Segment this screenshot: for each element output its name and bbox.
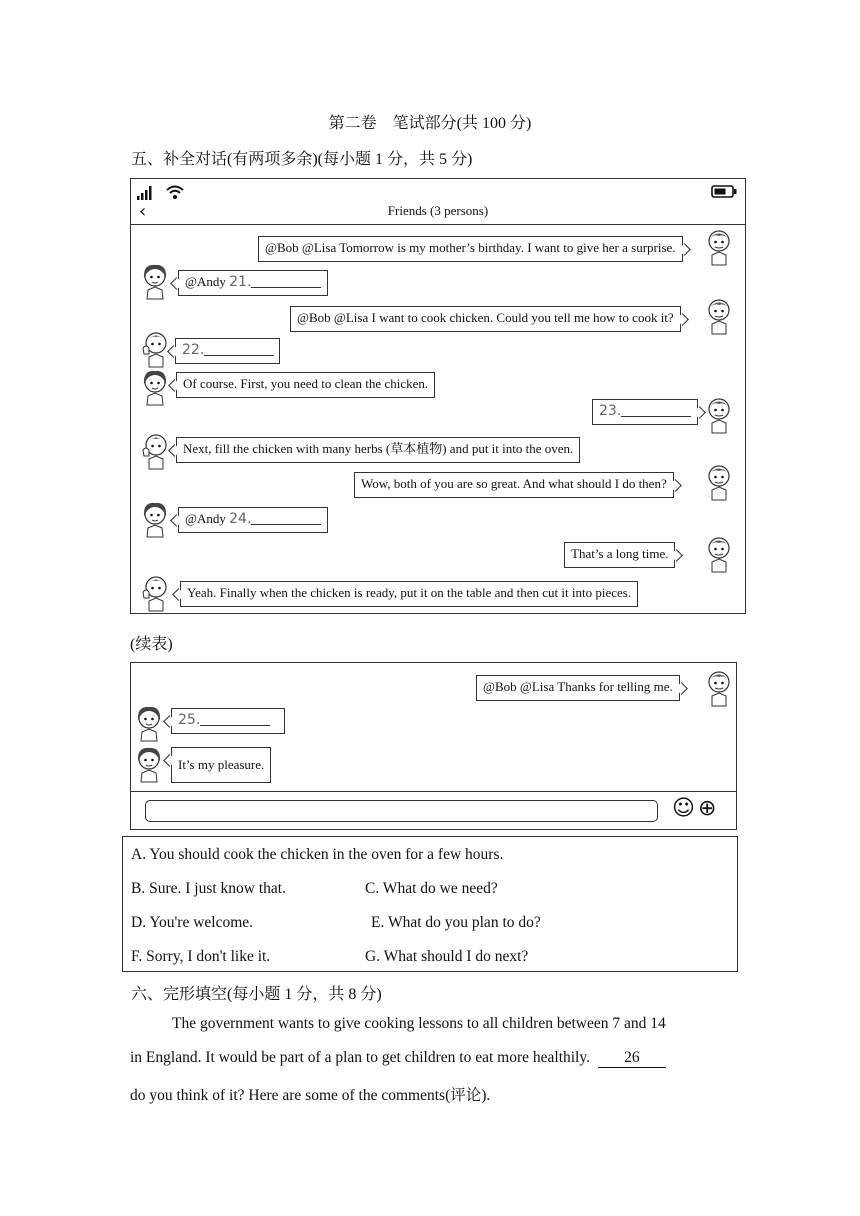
answer-blank-24[interactable] [251, 510, 321, 525]
options-box [122, 836, 738, 972]
message-5: Of course. First, you need to clean the chicken. [176, 372, 435, 398]
man-avatar-icon [140, 330, 170, 368]
input-bar-divider [131, 791, 736, 792]
option-g: G. What should I do next? [365, 948, 529, 965]
blank-number-21: 21. [229, 274, 252, 290]
option-e: E. What do you plan to do? [371, 914, 541, 931]
message-prefix: @Andy [185, 511, 230, 526]
boy-avatar-icon [704, 396, 734, 434]
cloze-blank-26[interactable]: 26 [598, 1049, 666, 1068]
boy-avatar-icon [704, 228, 734, 266]
message-6-blank-23 [592, 399, 698, 425]
message-8: Wow, both of you are so great. And what should I do then? [354, 472, 674, 498]
answer-blank-21[interactable] [251, 273, 321, 288]
section-6-title: 六、完形填空(每小题 1 分，共 8 分) [131, 986, 382, 1003]
message-13-blank-25 [171, 708, 285, 734]
girl-avatar-icon [140, 368, 170, 406]
blank-number-24: 24. [229, 511, 252, 527]
option-f: F. Sorry, I don't like it. [131, 948, 271, 965]
chat-top-bar [131, 179, 745, 225]
plus-icon[interactable]: ⊕ [698, 796, 717, 821]
paper-heading: 第二卷 笔试部分(共 100 分) [328, 115, 532, 132]
blank-number-23: 23. [599, 403, 622, 419]
message-prefix: @Andy [185, 274, 230, 289]
message-14: It’s my pleasure. [171, 747, 271, 783]
back-icon[interactable]: ‹ [139, 201, 147, 222]
girl-avatar-icon [134, 704, 164, 742]
signal-icon [136, 185, 152, 201]
message-4-blank-22 [175, 338, 280, 364]
boy-avatar-icon [704, 535, 734, 573]
message-7: Next, fill the chicken with many herbs (草本植物) and put it into the oven. [176, 437, 580, 463]
message-9-blank-24 [178, 507, 328, 533]
message-11: Yeah. Finally when the chicken is ready, put it on the table and then cut it into pieces. [180, 581, 638, 607]
blank-number-25: 25. [178, 712, 201, 728]
answer-blank-22[interactable] [204, 341, 274, 356]
blank-number-22: 22. [182, 342, 205, 358]
emoji-icon[interactable]: ☺ [672, 796, 695, 821]
section-5-title: 五、补全对话(有两项多余)(每小题 1 分，共 5 分) [131, 151, 473, 168]
man-avatar-icon [140, 574, 170, 612]
passage-line-2 [130, 1049, 750, 1068]
passage-line-3: do you think of it? Here are some of the comments(评论). [130, 1087, 491, 1104]
girl-avatar-icon [140, 262, 170, 300]
man-avatar-icon [140, 432, 170, 470]
message-12: @Bob @Lisa Thanks for telling me. [476, 675, 680, 701]
battery-icon [711, 185, 737, 199]
message-3: @Bob @Lisa I want to cook chicken. Could you tell me how to cook it? [290, 306, 681, 332]
wifi-icon [165, 184, 185, 200]
chat-title: Friends (3 persons) [387, 203, 489, 218]
option-d: D. You're welcome. [131, 914, 254, 931]
boy-avatar-icon [704, 297, 734, 335]
message-input[interactable] [145, 800, 658, 822]
girl-avatar-icon [140, 500, 170, 538]
answer-blank-25[interactable] [200, 711, 270, 726]
boy-avatar-icon [704, 463, 734, 501]
message-2-blank-21 [178, 270, 328, 296]
option-c: C. What do we need? [365, 880, 498, 897]
message-10: That’s a long time. [564, 542, 675, 568]
message-1: @Bob @Lisa Tomorrow is my mother’s birthday. I want to give her a surprise. [258, 236, 683, 262]
passage-line-2-text: in England. It would be part of a plan to get children to eat more healthily. [130, 1049, 590, 1066]
option-b: B. Sure. I just know that. [131, 880, 286, 897]
continued-label: (续表) [130, 636, 173, 653]
passage-line-1: The government wants to give cooking lessons to all children between 7 and 14 [172, 1015, 666, 1032]
option-a: A. You should cook the chicken in the oven for a few hours. [131, 846, 504, 863]
girl-avatar-icon [134, 745, 164, 783]
boy-avatar-icon [704, 669, 734, 707]
answer-blank-23[interactable] [621, 402, 691, 417]
